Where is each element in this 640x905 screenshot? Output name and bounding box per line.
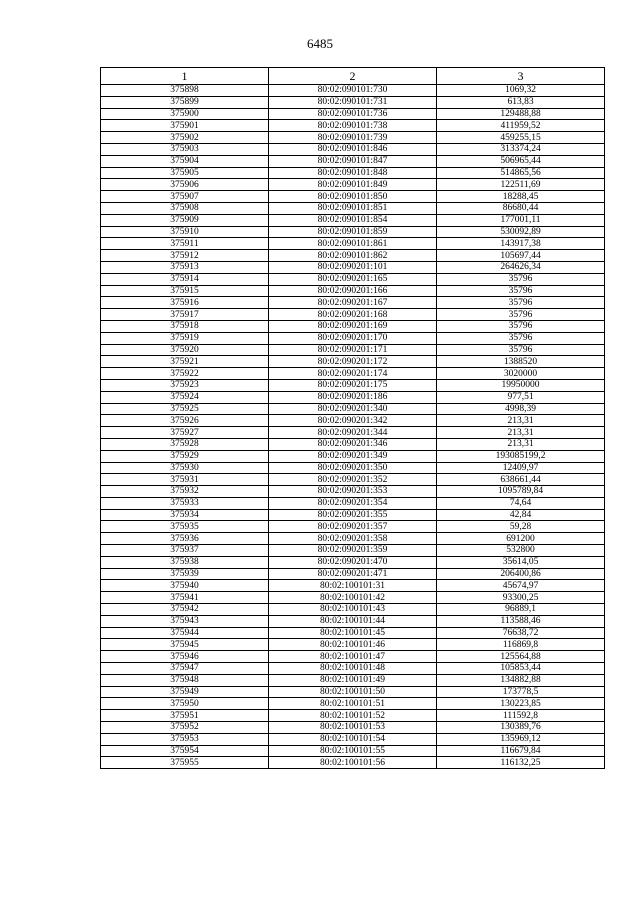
table-header (101, 68, 605, 85)
cadastral-number-cell: 80:02:100101:56 (269, 757, 437, 769)
record-number-cell: 375926 (101, 415, 269, 427)
cadastral-number-cell: 80:02:100101:55 (269, 745, 437, 757)
table-row (101, 722, 605, 734)
record-number-cell: 375949 (101, 686, 269, 698)
table-row (101, 663, 605, 675)
value-cell: 129488,88 (437, 108, 605, 120)
cadastral-number-cell: 80:02:090101:847 (269, 155, 437, 167)
value-cell: 116132,25 (437, 757, 605, 769)
record-number-cell: 375937 (101, 545, 269, 557)
table-row (101, 238, 605, 250)
value-cell: 532800 (437, 545, 605, 557)
cadastral-number-cell: 80:02:090101:739 (269, 132, 437, 144)
record-number-cell: 375942 (101, 604, 269, 616)
table-row (101, 285, 605, 297)
table-row (101, 132, 605, 144)
table-body (101, 85, 605, 769)
table-row (101, 379, 605, 391)
table-row (101, 415, 605, 427)
record-number-cell: 375918 (101, 320, 269, 332)
cadastral-number-cell: 80:02:090101:854 (269, 214, 437, 226)
cadastral-number-cell: 80:02:090201:172 (269, 356, 437, 368)
value-cell: 35796 (437, 297, 605, 309)
value-cell: 35796 (437, 332, 605, 344)
cadastral-number-cell: 80:02:100101:45 (269, 627, 437, 639)
record-number-cell: 375898 (101, 85, 269, 97)
record-number-cell: 375943 (101, 615, 269, 627)
table-row (101, 332, 605, 344)
record-number-cell: 375948 (101, 674, 269, 686)
record-number-cell: 375954 (101, 745, 269, 757)
table-row (101, 368, 605, 380)
table-row (101, 474, 605, 486)
record-number-cell: 375919 (101, 332, 269, 344)
table-row (101, 686, 605, 698)
table-row (101, 356, 605, 368)
table-row (101, 486, 605, 498)
value-cell: 1388520 (437, 356, 605, 368)
record-number-cell: 375910 (101, 226, 269, 238)
cadastral-number-cell: 80:02:100101:48 (269, 663, 437, 675)
cadastral-number-cell: 80:02:100101:44 (269, 615, 437, 627)
value-cell: 12409,97 (437, 462, 605, 474)
cadastral-number-cell: 80:02:090101:859 (269, 226, 437, 238)
record-number-cell: 375916 (101, 297, 269, 309)
record-number-cell: 375905 (101, 167, 269, 179)
record-number-cell: 375908 (101, 202, 269, 214)
cadastral-number-cell: 80:02:100101:54 (269, 733, 437, 745)
table-row (101, 674, 605, 686)
record-number-cell: 375915 (101, 285, 269, 297)
value-cell: 4998,39 (437, 403, 605, 415)
record-number-cell: 375955 (101, 757, 269, 769)
value-cell: 313374,24 (437, 143, 605, 155)
table-row (101, 627, 605, 639)
table-row (101, 250, 605, 262)
value-cell: 213,31 (437, 427, 605, 439)
cadastral-number-cell: 80:02:090201:359 (269, 545, 437, 557)
value-cell: 1069,32 (437, 85, 605, 97)
cadastral-number-cell: 80:02:090201:101 (269, 261, 437, 273)
record-number-cell: 375925 (101, 403, 269, 415)
record-number-cell: 375933 (101, 497, 269, 509)
value-cell: 35796 (437, 273, 605, 285)
cadastral-number-cell: 80:02:090201:169 (269, 320, 437, 332)
record-number-cell: 375950 (101, 698, 269, 710)
cadastral-number-cell: 80:02:090101:851 (269, 202, 437, 214)
cadastral-number-cell: 80:02:090201:340 (269, 403, 437, 415)
record-number-cell: 375935 (101, 521, 269, 533)
record-number-cell: 375900 (101, 108, 269, 120)
value-cell: 213,31 (437, 415, 605, 427)
value-cell: 76638,72 (437, 627, 605, 639)
table-row (101, 745, 605, 757)
table-row (101, 604, 605, 616)
table-row (101, 651, 605, 663)
value-cell: 35796 (437, 309, 605, 321)
cadastral-number-cell: 80:02:090201:353 (269, 486, 437, 498)
value-cell: 459255,15 (437, 132, 605, 144)
table-row (101, 167, 605, 179)
cadastral-number-cell: 80:02:090201:174 (269, 368, 437, 380)
table-row (101, 427, 605, 439)
value-cell: 105697,44 (437, 250, 605, 262)
record-number-cell: 375909 (101, 214, 269, 226)
table-row (101, 438, 605, 450)
value-cell: 1095789,84 (437, 486, 605, 498)
record-number-cell: 375947 (101, 663, 269, 675)
table-row (101, 391, 605, 403)
value-cell: 35796 (437, 320, 605, 332)
record-number-cell: 375906 (101, 179, 269, 191)
table-row (101, 403, 605, 415)
record-number-cell: 375929 (101, 450, 269, 462)
cadastral-number-cell: 80:02:090201:355 (269, 509, 437, 521)
table-row (101, 757, 605, 769)
value-cell: 977,51 (437, 391, 605, 403)
value-cell: 93300,25 (437, 592, 605, 604)
table-row (101, 155, 605, 167)
record-number-cell: 375917 (101, 309, 269, 321)
cadastral-number-cell: 80:02:090101:848 (269, 167, 437, 179)
value-cell: 193085199,2 (437, 450, 605, 462)
cadastral-number-cell: 80:02:090101:862 (269, 250, 437, 262)
table-row (101, 450, 605, 462)
table-row (101, 545, 605, 557)
cadastral-number-cell: 80:02:090101:850 (269, 191, 437, 203)
record-number-cell: 375901 (101, 120, 269, 132)
cadastral-number-cell: 80:02:090201:170 (269, 332, 437, 344)
record-number-cell: 375922 (101, 368, 269, 380)
value-cell: 173778,5 (437, 686, 605, 698)
cadastral-number-cell: 80:02:090201:346 (269, 438, 437, 450)
record-number-cell: 375934 (101, 509, 269, 521)
cadastral-number-cell: 80:02:090201:354 (269, 497, 437, 509)
table-row (101, 509, 605, 521)
record-number-cell: 375913 (101, 261, 269, 273)
cadastral-number-cell: 80:02:090201:167 (269, 297, 437, 309)
cadastral-number-cell: 80:02:090101:731 (269, 96, 437, 108)
value-cell: 35614,05 (437, 556, 605, 568)
cadastral-number-cell: 80:02:090201:166 (269, 285, 437, 297)
value-cell: 86680,44 (437, 202, 605, 214)
table-row (101, 521, 605, 533)
value-cell: 143917,38 (437, 238, 605, 250)
table-row (101, 85, 605, 97)
cadastral-number-cell: 80:02:100101:49 (269, 674, 437, 686)
table-row (101, 497, 605, 509)
value-cell: 35796 (437, 285, 605, 297)
record-number-cell: 375924 (101, 391, 269, 403)
value-cell: 130223,85 (437, 698, 605, 710)
table-row (101, 462, 605, 474)
value-cell: 122511,69 (437, 179, 605, 191)
record-number-cell: 375938 (101, 556, 269, 568)
value-cell: 19950000 (437, 379, 605, 391)
cadastral-number-cell: 80:02:090101:736 (269, 108, 437, 120)
record-number-cell: 375931 (101, 474, 269, 486)
cadastral-number-cell: 80:02:090101:849 (269, 179, 437, 191)
cadastral-number-cell: 80:02:090201:168 (269, 309, 437, 321)
cadastral-number-cell: 80:02:090201:350 (269, 462, 437, 474)
record-number-cell: 375899 (101, 96, 269, 108)
record-number-cell: 375953 (101, 733, 269, 745)
record-number-cell: 375930 (101, 462, 269, 474)
value-cell: 3020000 (437, 368, 605, 380)
cadastral-number-cell: 80:02:100101:51 (269, 698, 437, 710)
table-row (101, 214, 605, 226)
record-number-cell: 375912 (101, 250, 269, 262)
table-row (101, 179, 605, 191)
record-number-cell: 375939 (101, 568, 269, 580)
value-cell: 105853,44 (437, 663, 605, 675)
value-cell: 130389,76 (437, 722, 605, 734)
record-number-cell: 375903 (101, 143, 269, 155)
column-header-3: 3 (437, 68, 605, 85)
page-number: 6485 (307, 36, 333, 51)
column-header-1: 1 (101, 68, 269, 85)
record-number-cell: 375945 (101, 639, 269, 651)
table-row (101, 191, 605, 203)
cadastral-number-cell: 80:02:100101:43 (269, 604, 437, 616)
cadastral-number-cell: 80:02:090101:861 (269, 238, 437, 250)
table-row (101, 615, 605, 627)
cadastral-number-cell: 80:02:090201:352 (269, 474, 437, 486)
table-row (101, 120, 605, 132)
cadastral-number-cell: 80:02:090101:730 (269, 85, 437, 97)
record-number-cell: 375928 (101, 438, 269, 450)
cadastral-number-cell: 80:02:090201:165 (269, 273, 437, 285)
value-cell: 264626,34 (437, 261, 605, 273)
record-number-cell: 375907 (101, 191, 269, 203)
table-row (101, 568, 605, 580)
record-number-cell: 375920 (101, 344, 269, 356)
value-cell: 134882,88 (437, 674, 605, 686)
value-cell: 113588,46 (437, 615, 605, 627)
table-row (101, 273, 605, 285)
value-cell: 213,31 (437, 438, 605, 450)
table-row (101, 320, 605, 332)
record-number-cell: 375902 (101, 132, 269, 144)
cadastral-number-cell: 80:02:100101:50 (269, 686, 437, 698)
value-cell: 59,28 (437, 521, 605, 533)
table-row (101, 639, 605, 651)
cadastral-number-cell: 80:02:090201:171 (269, 344, 437, 356)
value-cell: 206400,86 (437, 568, 605, 580)
record-number-cell: 375936 (101, 533, 269, 545)
value-cell: 35796 (437, 344, 605, 356)
record-number-cell: 375944 (101, 627, 269, 639)
value-cell: 18288,45 (437, 191, 605, 203)
value-cell: 74,64 (437, 497, 605, 509)
value-cell: 125564,88 (437, 651, 605, 663)
table-row (101, 556, 605, 568)
record-number-cell: 375923 (101, 379, 269, 391)
value-cell: 135969,12 (437, 733, 605, 745)
cadastral-number-cell: 80:02:090201:342 (269, 415, 437, 427)
value-cell: 42,84 (437, 509, 605, 521)
table-row (101, 698, 605, 710)
registry-table (100, 67, 605, 769)
value-cell: 638661,44 (437, 474, 605, 486)
value-cell: 411959,52 (437, 120, 605, 132)
cadastral-number-cell: 80:02:100101:42 (269, 592, 437, 604)
record-number-cell: 375904 (101, 155, 269, 167)
value-cell: 506965,44 (437, 155, 605, 167)
cadastral-number-cell: 80:02:100101:47 (269, 651, 437, 663)
record-number-cell: 375946 (101, 651, 269, 663)
value-cell: 45674,97 (437, 580, 605, 592)
value-cell: 530092,89 (437, 226, 605, 238)
cadastral-number-cell: 80:02:090101:738 (269, 120, 437, 132)
record-number-cell: 375940 (101, 580, 269, 592)
table-row (101, 226, 605, 238)
header-row (101, 68, 605, 85)
value-cell: 691200 (437, 533, 605, 545)
cadastral-number-cell: 80:02:090201:358 (269, 533, 437, 545)
value-cell: 514865,56 (437, 167, 605, 179)
table-row (101, 580, 605, 592)
cadastral-number-cell: 80:02:090201:349 (269, 450, 437, 462)
record-number-cell: 375921 (101, 356, 269, 368)
table-row (101, 309, 605, 321)
value-cell: 177001,11 (437, 214, 605, 226)
table-row (101, 202, 605, 214)
table-row (101, 710, 605, 722)
value-cell: 116679,84 (437, 745, 605, 757)
record-number-cell: 375927 (101, 427, 269, 439)
record-number-cell: 375911 (101, 238, 269, 250)
record-number-cell: 375952 (101, 722, 269, 734)
record-number-cell: 375951 (101, 710, 269, 722)
table-row (101, 96, 605, 108)
record-number-cell: 375914 (101, 273, 269, 285)
record-number-cell: 375932 (101, 486, 269, 498)
table-row (101, 108, 605, 120)
table-row (101, 733, 605, 745)
cadastral-number-cell: 80:02:090201:470 (269, 556, 437, 568)
cadastral-number-cell: 80:02:100101:53 (269, 722, 437, 734)
table-row (101, 143, 605, 155)
cadastral-number-cell: 80:02:090201:357 (269, 521, 437, 533)
cadastral-number-cell: 80:02:100101:52 (269, 710, 437, 722)
cadastral-number-cell: 80:02:090201:344 (269, 427, 437, 439)
table-row (101, 592, 605, 604)
table-row (101, 261, 605, 273)
value-cell: 116869,8 (437, 639, 605, 651)
column-header-2: 2 (269, 68, 437, 85)
cadastral-number-cell: 80:02:090201:471 (269, 568, 437, 580)
cadastral-number-cell: 80:02:090201:175 (269, 379, 437, 391)
value-cell: 96889,1 (437, 604, 605, 616)
value-cell: 111592,8 (437, 710, 605, 722)
value-cell: 613,83 (437, 96, 605, 108)
table-row (101, 297, 605, 309)
cadastral-number-cell: 80:02:090201:186 (269, 391, 437, 403)
cadastral-number-cell: 80:02:100101:31 (269, 580, 437, 592)
cadastral-number-cell: 80:02:090101:846 (269, 143, 437, 155)
cadastral-number-cell: 80:02:100101:46 (269, 639, 437, 651)
table-row (101, 344, 605, 356)
record-number-cell: 375941 (101, 592, 269, 604)
table-row (101, 533, 605, 545)
